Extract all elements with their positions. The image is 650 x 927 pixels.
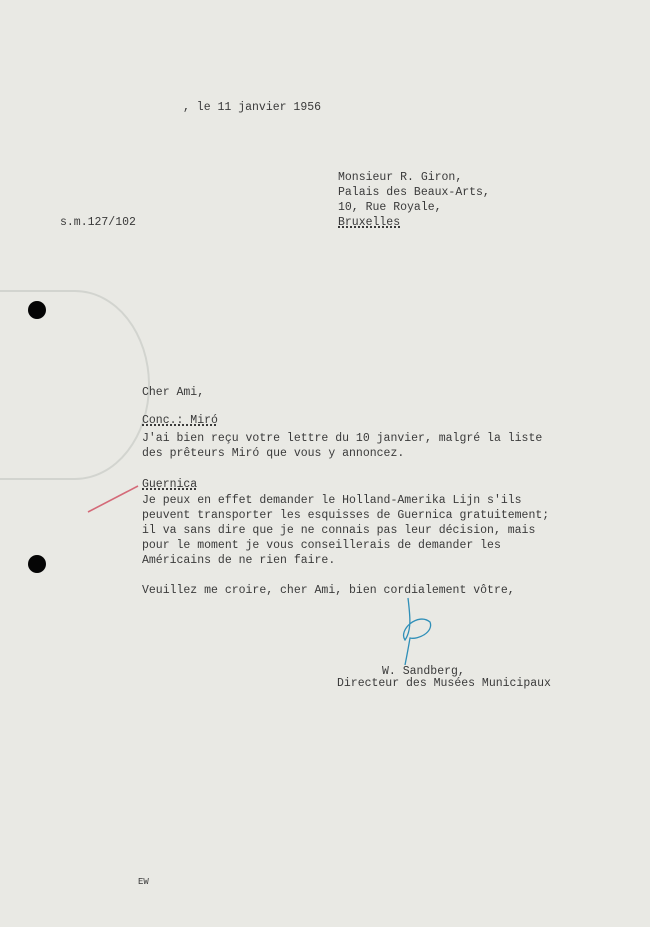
paragraph-line: il va sans dire que je ne connais pas leur décision, mais — [142, 524, 536, 537]
reference-number: s.m.127/102 — [60, 216, 136, 229]
signer-name: W. Sandberg, — [382, 665, 465, 678]
subject-heading: Guernica — [142, 478, 198, 491]
address-line: Bruxelles — [338, 216, 401, 229]
faded-stamp — [0, 290, 150, 480]
paragraph-line: Américains de ne rien faire. — [142, 554, 336, 567]
red-pen-mark — [88, 486, 138, 512]
address-line: Palais des Beaux-Arts, — [338, 186, 490, 199]
punch-hole — [28, 301, 46, 319]
paragraph-line: Je peux en effet demander le Holland-Amerika Lijn s'ils — [142, 494, 522, 507]
subject-heading: Conc.: Miró — [142, 414, 218, 427]
paragraph-line: peuvent transporter les esquisses de Guernica gratuitement; — [142, 509, 550, 522]
salutation: Cher Ami, — [142, 386, 205, 399]
address-line: Monsieur R. Giron, — [338, 171, 463, 184]
letter-date: , le 11 janvier 1956 — [183, 101, 322, 114]
paragraph-line: pour le moment je vous conseillerais de demander les — [142, 539, 501, 552]
signature — [404, 598, 431, 665]
paragraph-line: J'ai bien reçu votre lettre du 10 janvier, malgré la liste — [142, 432, 543, 445]
closing: Veuillez me croire, cher Ami, bien cordialement vôtre, — [142, 584, 515, 597]
punch-hole — [28, 555, 46, 573]
typist-initials: EW — [138, 877, 149, 887]
signer-title: Directeur des Musées Municipaux — [337, 677, 551, 690]
address-line: 10, Rue Royale, — [338, 201, 442, 214]
paragraph-line: des prêteurs Miró que vous y annoncez. — [142, 447, 405, 460]
pen-marks — [80, 480, 450, 680]
